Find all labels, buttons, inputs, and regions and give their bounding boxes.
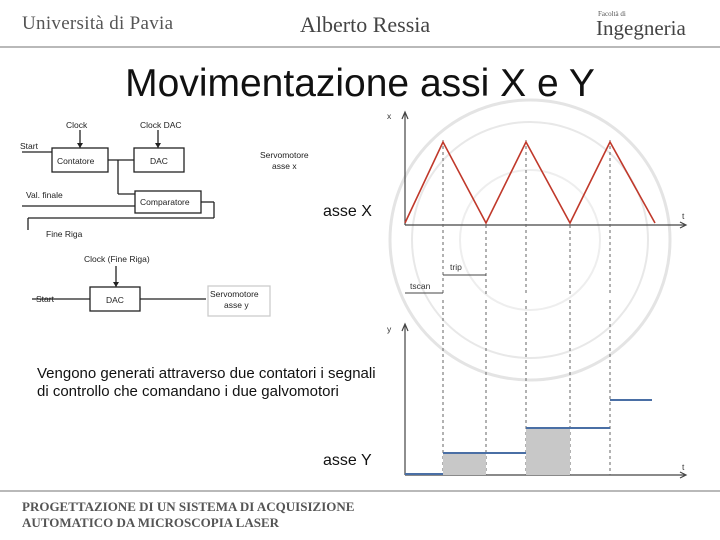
footer-line-2: AUTOMATICO DA MICROSCOPIA LASER xyxy=(22,515,280,530)
header-bar xyxy=(0,0,720,46)
val-finale-label: Val. finale xyxy=(26,190,63,200)
fine-riga-label: Fine Riga xyxy=(46,229,83,239)
servo-x-label-1: Servomotore xyxy=(260,150,309,160)
contatore-label: Contatore xyxy=(57,156,95,166)
dac-label-x: DAC xyxy=(150,156,168,166)
clock-dac-label: Clock DAC xyxy=(140,120,182,130)
author-name: Alberto Ressia xyxy=(300,12,431,37)
footer-divider xyxy=(0,490,720,492)
clock-label: Clock xyxy=(66,120,88,130)
servo-y-label-1: Servomotore xyxy=(210,289,259,299)
servo-x-label-2: asse x xyxy=(272,161,297,171)
footer-line-1: PROGETTAZIONE DI UN SISTEMA DI ACQUISIZIONE xyxy=(22,499,355,514)
servo-y-label-2: asse y xyxy=(224,300,249,310)
tscan-label: tscan xyxy=(410,281,431,291)
slide-title: Movimentazione assi X e Y xyxy=(125,62,595,105)
flyback-region-1 xyxy=(443,453,486,475)
plot-y-xaxis-label: t xyxy=(682,462,685,472)
header-divider xyxy=(0,46,720,48)
plot-y-staircase xyxy=(380,300,700,490)
university-name: Università di Pavia xyxy=(22,13,174,34)
plot-x-waveform xyxy=(380,105,700,300)
asse-y-label: asse Y xyxy=(323,452,372,469)
start-label-y: Start xyxy=(36,294,54,304)
clock-fine-riga-label: Clock (Fine Riga) xyxy=(84,254,150,264)
plot-y-yaxis-label: y xyxy=(387,324,392,334)
description-text: Vengono generati attraverso due contatori i segnali di controllo che comandano i due galvomotori xyxy=(37,365,376,400)
trip-label: trip xyxy=(450,262,462,272)
block-diagram-x xyxy=(18,118,328,243)
block-diagram-y xyxy=(28,250,288,320)
faculty-prefix: Facoltà di xyxy=(598,10,626,18)
comparatore-label: Comparatore xyxy=(140,197,190,207)
plot-x-yaxis-label: x xyxy=(387,111,392,121)
faculty-name: Ingegneria xyxy=(596,16,686,40)
footer-text xyxy=(22,499,354,531)
start-label-x: Start xyxy=(20,141,38,151)
flyback-region-2 xyxy=(526,428,570,475)
asse-x-label: asse X xyxy=(323,203,372,220)
dac-label-y: DAC xyxy=(106,295,124,305)
plot-x-xaxis-label: t xyxy=(682,211,685,221)
